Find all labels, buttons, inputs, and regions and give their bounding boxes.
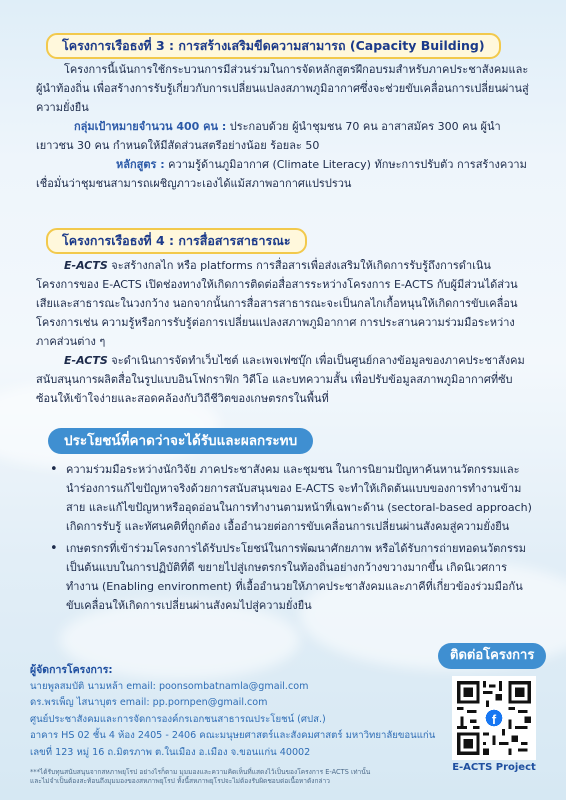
funding-note-line2: และไม่จำเป็นต้องสะท้อนถึงมุมมองของสหภาพยุโรป ทั้งนี้สหภาพยุโรปจะไม่ต้องรับผิดชอบต่อเนื้อหาดังกล่าว xyxy=(30,777,330,785)
course-label: หลักสูตร : xyxy=(116,158,165,171)
qr-code-icon[interactable] xyxy=(452,676,536,760)
section3-intro: โครงการนี้เน้นการใช้กระบวนการมีส่วนร่วมในการจัดหลักสูตรฝึกอบรมสำหรับภาคประชาสังคมและผู้นำท้องถิ่น เพื่อสร้างการรับรู้เกี่ยวกับการเปลี่ยนแปลงสภาพภูมิอากาศซึ่งจะช่วยขับเคลื่อนการเปลี่ยนผ่านสู่ความยั่งยืน xyxy=(36,63,529,114)
contact-address-2: เลขที่ 123 หมู่ 16 ถ.มิตรภาพ ต.ในเมือง อ.เมือง จ.ขอนแก่น 40002 xyxy=(30,746,311,758)
section4-text1: จะสร้างกลไก หรือ platforms การสื่อสารเพื่อส่งเสริมให้เกิดการรับรู้ถึงการดำเนินโครงการของ E-ACTS เปิดช่องทางให้เกิดการติดต่อสื่อสารระหว่างโครงการ E-ACTS กับผู้มีส่วนได้ส่วนเสียและสาธารณะในวงกว้าง นอกจากนั้นการสื่อสารสาธารณะจะเป็นกลไกเกื้อหนุนให้เกิดการขับเคลื่อนโครงการเช่น ความรู้หรือการรับรู้ต่อการเปลี่ยนแปลงสภาพภูมิอากาศ การประสานความร่วมมือระหว่างภาคส่วนต่าง ๆ xyxy=(36,259,518,348)
funding-note xyxy=(30,768,450,786)
section4-lead2: E-ACTS xyxy=(64,354,108,367)
section4-para1 xyxy=(36,256,532,351)
contact-org: ศูนย์ประชาสังคมและการจัดการองค์กรเอกชนสาธารณประโยชน์ (ศปส.) xyxy=(30,713,326,725)
contact-person-1: นายพูลสมบัติ นามหล้า email: poonsombatnamla@gmail.com xyxy=(30,680,309,692)
benefit-item: • เกษตรกรที่เข้าร่วมโครงการได้รับประโยชน์ในการพัฒนาศักยภาพ หรือได้รับการถ่ายทอดนวัตกรรมเป็นต้นแบบในการปฏิบัติที่ดี ขยายไปสู่เกษตรกรในท้องถิ่นอย่างกว้างขวางมากขึ้น เกิดนิเวศการทำงาน (Enabling environment) ที่เอื้ออำนวยให้ภาคประชาสังคมและภาคีที่เกี่ยวข้องร่วมมือกันขับเคลื่อนให้เกิดการเปลี่ยนผ่านสังคมไปสู่ความยั่งยืน xyxy=(48,539,532,615)
section3-course xyxy=(36,155,532,193)
course-text: ความรู้ด้านภูมิอากาศ (Climate Literacy) ทักษะการปรับตัว การสร้างความเชื่อมั่นว่าชุมชนสามารถเผชิญภาวะเองได้แม้สภาพอากาศแปรปรวน xyxy=(36,158,527,190)
section3-heading: โครงการเรือธงที่ 3 : การสร้างเสริมขีดความสามารถ (Capacity Building) xyxy=(46,33,501,59)
section4-body xyxy=(36,256,532,408)
qr-caption: E-ACTS Project xyxy=(452,762,536,773)
target-text: ประกอบด้วย ผู้นำชุมชน 70 คน อาสาสมัคร 300 คน ผู้นำเยาวชน 30 คน กำหนดให้มีสัดส่วนสตรีอย่างน้อย ร้อยละ 50 xyxy=(36,120,501,152)
section4-para2 xyxy=(36,351,532,408)
benefits-heading: ประโยชน์ที่คาดว่าจะได้รับและผลกระทบ xyxy=(48,428,313,454)
section4-lead1: E-ACTS xyxy=(64,259,108,272)
contact-project-button[interactable]: ติดต่อโครงการ xyxy=(438,643,546,669)
section3-body xyxy=(36,60,532,193)
benefit-item: • ความร่วมมือระหว่างนักวิจัย ภาคประชาสังคม และชุมชน ในการนิยามปัญหาค้นหานวัตกรรมและนำร่องการแก้ไขปัญหาจริงด้วยการสนับสนุนของ E-ACTS จะทำให้เกิดต้นแบบของการทำงานข้ามสาย และแก้ไขปัญหาหรืออุดอ่อนในการทำงานตามหน้าที่เฉพาะด้าน (sectoral-based approach) เกิดการรับรู้ และทัศนคติที่ถูกต้อง เอื้ออำนวยต่อการขับเคลื่อนการเปลี่ยนผ่านสังคมสู่ความยั่งยืน xyxy=(48,460,532,536)
contact-address-1: อาคาร HS 02 ชั้น 4 ห้อง 2405 - 2406 คณะมนุษยศาสตร์และสังคมศาสตร์ มหาวิทยาลัยขอนแก่น xyxy=(30,730,436,741)
contact-person-2: ดร.พรเพ็ญ ไสนาบุตร email: pp.pornpen@gmail.com xyxy=(30,697,268,708)
contact-info xyxy=(30,662,440,761)
section4-text2: จะดำเนินการจัดทำเว็บไซต์ และเพจเฟซบุ๊ก เพื่อเป็นศูนย์กลางข้อมูลของภาคประชาสังคม สนับสนุนการผลิตสื่อในรูปแบบอินโฟกราฟิก วิดีโอ และบทความสั้น เพื่อปรับข้อมูลสภาพภูมิอากาศที่ซับซ้อนให้เข้าใจง่ายและสอดคล้องกับวิถีชีวิตของเกษตรกรในพื้นที่ xyxy=(36,354,525,405)
section3-target xyxy=(36,117,532,155)
section4-heading: โครงการเรือธงที่ 4 : การสื่อสารสาธารณะ xyxy=(46,228,307,254)
target-label: กลุ่มเป้าหมายจำนวน 400 คน : xyxy=(74,120,227,133)
benefits-list xyxy=(48,460,532,618)
svg-text:f: f xyxy=(491,711,497,727)
contact-label: ผู้จัดการโครงการ: xyxy=(30,664,113,676)
funding-note-line1: ***ได้รับทุนสนับสนุนจากสหภาพยุโรป อย่างไรก็ตาม มุมมองและความคิดเห็นที่แสดงไว้เป็นของโครงการ E-ACTS เท่านั้น xyxy=(30,768,371,776)
